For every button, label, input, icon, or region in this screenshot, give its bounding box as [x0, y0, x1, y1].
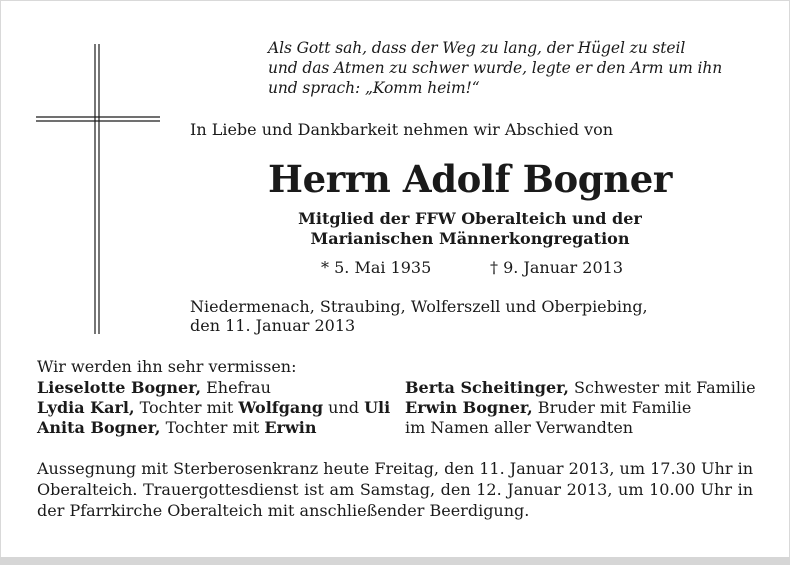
mourner-relation: im Namen aller Verwandten	[405, 418, 634, 437]
mourner-line	[37, 418, 390, 438]
mourner-relation: und	[323, 398, 365, 417]
poem-line: und das Atmen zu schwer wurde, legte er den Arm um ihn	[268, 59, 723, 77]
mourner-relation: Bruder mit Familie	[532, 398, 692, 417]
bottom-border	[0, 557, 790, 565]
deceased-name: Herrn Adolf Bogner	[268, 157, 672, 201]
mourner-name: Anita Bogner,	[37, 418, 161, 437]
mourner-relation: Schwester mit Familie	[568, 378, 756, 397]
place-line: Niedermenach, Straubing, Wolferszell und Oberpiebing,	[190, 297, 648, 316]
mourner-relation: Tochter mit	[160, 418, 265, 437]
mourner-line	[37, 378, 390, 398]
poem-line: Als Gott sah, dass der Weg zu lang, der Hügel zu steil	[268, 39, 686, 57]
date-line: den 11. Januar 2013	[190, 316, 356, 335]
mourner-line	[405, 378, 756, 398]
mourners-left-column	[37, 378, 390, 438]
mourner-name: Lydia Karl,	[37, 398, 135, 417]
mourners-right-column	[405, 378, 756, 438]
membership	[190, 209, 750, 249]
mourner-line	[37, 398, 390, 418]
poem-line: und sprach: „Komm heim!“	[268, 79, 480, 97]
death-date: † 9. Januar 2013	[490, 258, 623, 277]
membership-line: Marianischen Männerkongregation	[310, 229, 630, 248]
service-details: Aussegnung mit Sterberosenkranz heute Freitag, den 11. Januar 2013, um 17.30 Uhr in Oberalteich. Trauergottesdienst ist am Samstag, den 12. Januar 2013, um 10.00 Uhr in der Pfarrkirche Oberalteich mit anschließender Beerdigung.	[37, 459, 753, 520]
mourners-intro: Wir werden ihn sehr vermissen:	[37, 357, 297, 376]
mourner-name: Uli	[364, 398, 391, 417]
mourner-line	[405, 398, 756, 418]
membership-line: Mitglied der FFW Oberalteich und der	[298, 209, 642, 228]
mourner-name: Lieselotte Bogner,	[37, 378, 202, 397]
mourner-line	[405, 418, 756, 438]
mourner-relation: Ehefrau	[201, 378, 271, 397]
birth-date: * 5. Mai 1935	[321, 258, 432, 277]
mourner-name: Berta Scheitinger,	[405, 378, 569, 397]
mourner-name: Wolfgang	[238, 398, 324, 417]
mourner-name: Erwin Bogner,	[405, 398, 533, 417]
mourner-relation: Tochter mit	[134, 398, 239, 417]
place-date	[190, 297, 648, 335]
poem	[268, 38, 768, 98]
intro-text: In Liebe und Dankbarkeit nehmen wir Abschied von	[190, 120, 614, 139]
mourner-name: Erwin	[264, 418, 317, 437]
cross-icon	[36, 44, 160, 334]
